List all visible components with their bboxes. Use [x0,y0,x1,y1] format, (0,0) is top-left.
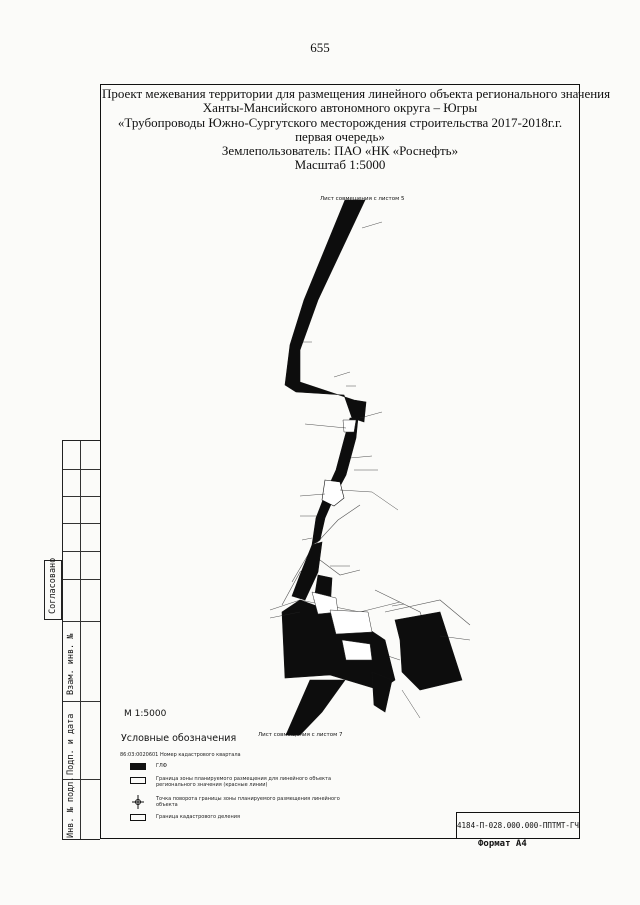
margin-row-divider [63,469,100,470]
format-label: Формат А4 [478,839,527,849]
inv-replace-label: Взам. инв. № [66,633,76,695]
legend-text: Граница кадастрового деления [156,814,240,820]
title-line-2: Ханты-Мансийского автономного округа – Югры [202,100,478,116]
margin-row-divider [63,523,100,524]
margin-row-divider [63,701,100,702]
margin-row-divider [63,579,100,580]
title-line-5: Землепользователь: ПАО «НК «Роснефть» [221,143,459,159]
margin-row-divider [63,551,100,552]
sheet-link-top: Лист совмещения с листом 5 [320,196,405,202]
margin-row-divider [63,496,100,497]
legend-text: ГЛФ [156,763,168,769]
point-marker-icon [130,795,146,809]
inv-orig-label: Инв. № подл. [66,776,76,838]
scale-label: М 1:5000 [124,709,167,719]
zone-boundary-swatch [130,777,146,784]
title-line-3: «Трубопроводы Южно-Сургутского месторождения строительства 2017-2018г.г. [117,114,563,130]
title-line-1: Проект межевания территории для размещения линейного объекта регионального значения [102,86,611,101]
agreed-label: Согласовано [48,557,58,614]
title-line-4: первая очередь» [295,128,385,144]
page-number: 655 [310,40,330,55]
legend-text: Номер кадастрового квартала [159,752,241,758]
margin-row-divider [63,621,100,622]
legend-text: Граница зоны планируемого размещения для линейного объекта регионального значения (красные линии) [156,776,332,788]
sign-date-label: Подп. и дата [66,713,76,775]
sheet-link-bottom: Лист совмещения с листом 7 [258,732,343,738]
drawing-code-stamp: 4184-П-028.000.000-ППТМТ-ГЧ [456,812,580,839]
cadastral-boundary-swatch [130,814,146,821]
legend-text: Точка поворота границы зоны планируемого размещения линейного объекта [156,796,340,808]
title-line-6: Масштаб 1:5000 [294,157,386,173]
gfl-fill-swatch [130,763,146,770]
legend-item-quarter [120,752,241,758]
legend-title: Условные обозначения [121,733,237,744]
quarter-number-symbol: 86:03:0020601 [120,752,159,758]
